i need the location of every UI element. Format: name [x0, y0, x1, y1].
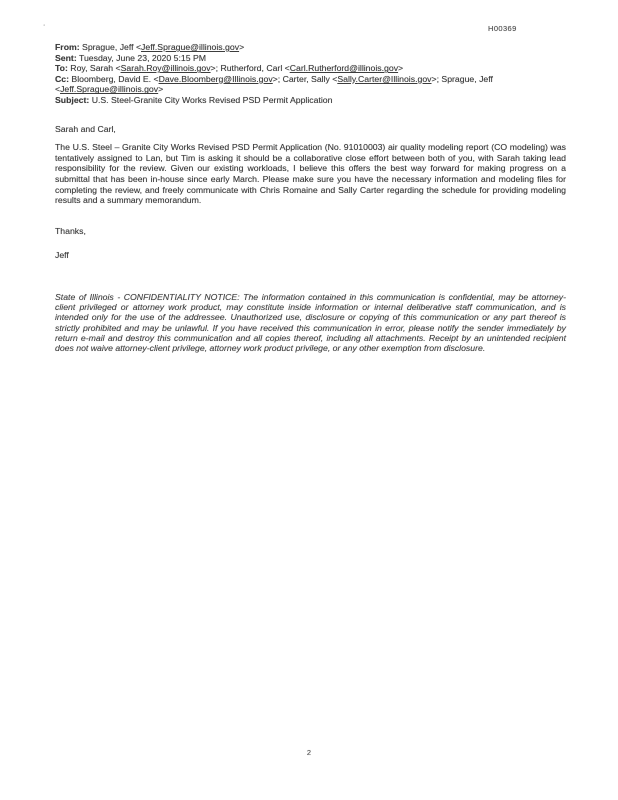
header-subject — [55, 95, 566, 106]
from-label: From: — [55, 42, 80, 52]
cc-email-address-2: Sally.Carter@Illinois.gov — [337, 73, 432, 84]
to-email-address-2: Carl.Rutherford@illinois.gov — [289, 63, 399, 74]
header-from — [55, 42, 566, 53]
email-closing: Thanks, — [55, 225, 86, 236]
bates-stamp: H00369 — [488, 24, 517, 33]
subject-value: U.S. Steel-Granite City Works Revised PSD Permit Application — [89, 94, 333, 105]
to-label: To: — [55, 63, 68, 74]
cc-close-bracket: > — [158, 84, 164, 95]
header-sent — [55, 53, 566, 64]
header-to — [55, 63, 566, 74]
cc-email-address-1: Dave.Bloomberg@Illinois.gov — [158, 73, 273, 84]
confidentiality-notice: State of Illinois - CONFIDENTIALITY NOTICE: The information contained in this communication is confidential, may be attorney-client privileged or attorney work product, may constitute inside information or internal deliberative staff communication, and is intended only for the use of the addressee. Unauthorized use, disclosure or copying of this communication or any part thereof is strictly prohibited and may be unlawful. If you have received this communication in error, please notify the sender immediately by return e-mail and destroy this communication and all copies thereof, including all attachments. Receipt by an unintended recipient does not waive attorney-client privilege, attorney work product privilege, or any other exemption from disclosure. — [55, 291, 566, 353]
subject-label: Subject: — [55, 94, 90, 105]
cc-email-address-3: Jeff.Sprague@illinois.gov — [60, 84, 159, 95]
sent-label: Sent: — [55, 52, 77, 63]
from-email-address: Jeff.Sprague@illinois.gov — [141, 42, 240, 52]
from-sender: Sprague, Jeff < — [79, 42, 142, 52]
sent-value: Tuesday, June 23, 2020 5:15 PM — [76, 52, 206, 63]
page-number: 2 — [306, 748, 312, 757]
email-salutation: Sarah and Carl, — [55, 123, 116, 134]
to-recipient-2: >; Rutherford, Carl < — [210, 63, 290, 74]
to-close-bracket: > — [398, 63, 404, 74]
header-cc — [55, 74, 566, 95]
email-content — [55, 42, 566, 353]
cc-recipient-2: >; Carter, Sally < — [272, 73, 338, 84]
to-email-address-1: Sarah.Roy@illinois.gov — [120, 63, 211, 74]
cc-recipient-1: Bloomberg, David E. < — [69, 73, 159, 84]
scan-artifact-mark: · — [43, 22, 46, 29]
email-signature: Jeff — [55, 250, 69, 261]
cc-recipient-3: >; Sprague, Jeff < — [55, 73, 493, 95]
to-recipient-1: Roy, Sarah < — [67, 63, 121, 74]
cc-label: Cc: — [55, 73, 69, 84]
email-body-paragraph: The U.S. Steel – Granite City Works Revised PSD Permit Application (No. 91010003) air quality modeling report (CO modeling) was tentatively assigned to Lan, but Tim is asking it should be a collaborative close effort between both of you, with Sarah taking lead responsibility for the review. Given our existing workloads, I believe this offers the best way forward for making progress on a submittal that has been in-house since early March. Please make sure you have the necessary information and modeling files for completing the review, and freely communicate with Chris Romaine and Sally Carter regarding the schedule for providing modeling results and a summary memorandum. — [55, 142, 566, 206]
from-close-bracket: > — [239, 42, 245, 52]
